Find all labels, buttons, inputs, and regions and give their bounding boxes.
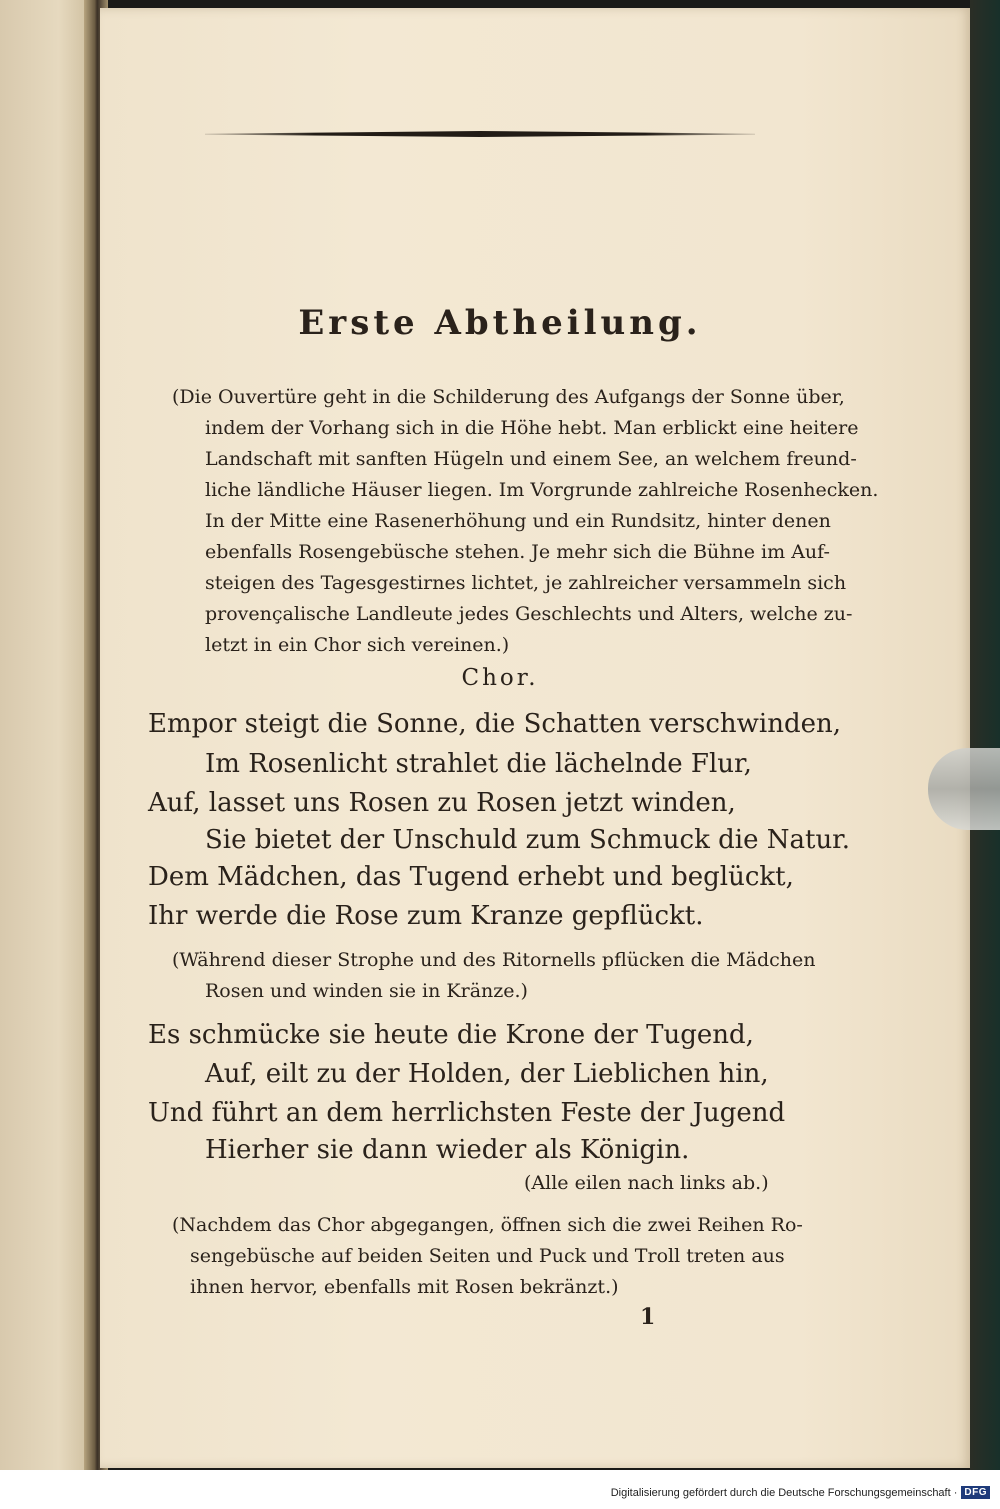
verse-line: Und führt an dem herrlichsten Feste der Jugend	[148, 1098, 786, 1128]
stage-direction-line: (Nachdem das Chor abgegangen, öffnen sich die zwei Reihen Ro-	[172, 1214, 803, 1236]
stage-direction-line: Rosen und winden sie in Kränze.)	[205, 980, 528, 1002]
stage-direction-line: Landschaft mit sanften Hügeln und einem See, an welchem freund-	[205, 448, 857, 470]
stage-direction-line: indem der Vorhang sich in die Höhe hebt. Man erblickt eine heitere	[205, 417, 859, 439]
credit-text: Digitalisierung gefördert durch die Deutsche Forschungsgemeinschaft ·	[610, 1486, 958, 1499]
right-binding-edge	[970, 0, 1000, 1470]
verse-line: Empor steigt die Sonne, die Schatten verschwinden,	[148, 709, 841, 739]
stage-direction-line: (Während dieser Strophe und des Ritornells pflücken die Mädchen	[172, 949, 816, 971]
verse-line: Ihr werde die Rose zum Kranze gepflückt.	[148, 901, 704, 931]
verse-line: Auf, eilt zu der Holden, der Lieblichen hin,	[205, 1059, 769, 1089]
verse-line: Auf, lasset uns Rosen zu Rosen jetzt winden,	[148, 788, 736, 818]
stage-direction-line: provençalische Landleute jedes Geschlechts und Alters, welche zu-	[205, 603, 853, 625]
stage-direction-line: liche ländliche Häuser liegen. Im Vorgrunde zahlreiche Rosenhecken.	[205, 479, 879, 501]
page-clip	[928, 748, 1000, 830]
digitization-credit	[611, 1486, 990, 1499]
verse-line: Hierher sie dann wieder als Königin.	[205, 1135, 690, 1165]
exit-direction: (Alle eilen nach links ab.)	[524, 1172, 769, 1194]
verse-line: Es schmücke sie heute die Krone der Tugend,	[148, 1020, 754, 1050]
page-number: 1	[640, 1304, 656, 1330]
verse-line: Dem Mädchen, das Tugend erhebt und beglückt,	[148, 862, 794, 892]
page-title: Erste Abtheilung.	[298, 303, 702, 343]
stage-direction-line: steigen des Tagesgestirnes lichtet, je zahlreicher versammeln sich	[205, 572, 847, 594]
verse-line: Sie bietet der Unschuld zum Schmuck die Natur.	[205, 825, 851, 855]
stage-direction-line: ebenfalls Rosengebüsche stehen. Je mehr sich die Bühne im Auf-	[205, 541, 830, 563]
verse-line: Im Rosenlicht strahlet die lächelnde Flur,	[205, 749, 752, 779]
stage-direction-line: sengebüsche auf beiden Seiten und Puck und Troll treten aus	[190, 1245, 785, 1267]
stage-direction-line: (Die Ouvertüre geht in die Schilderung des Aufgangs der Sonne über,	[172, 386, 845, 408]
stage-direction-line: ihnen hervor, ebenfalls mit Rosen bekränzt.)	[190, 1276, 619, 1298]
chorus-label: Chor.	[461, 665, 539, 691]
stage-direction-line: In der Mitte eine Rasenerhöhung und ein Rundsitz, hinter denen	[205, 510, 831, 532]
stage-direction-line: letzt in ein Chor sich vereinen.)	[205, 634, 510, 656]
dfg-logo: DFG	[961, 1486, 990, 1499]
